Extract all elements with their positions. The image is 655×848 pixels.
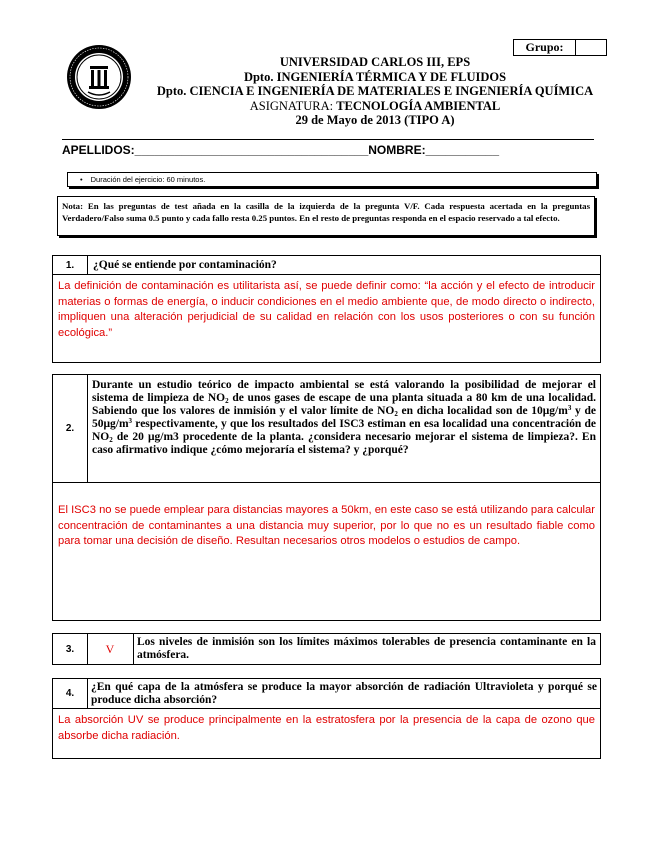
group-field[interactable] (576, 40, 606, 55)
instructions-note (57, 196, 595, 236)
department-2: Dpto. CIENCIA E INGENIERÍA DE MATERIALES E INGENIERÍA QUÍMICA (156, 84, 594, 98)
answer-text: El ISC3 no se puede emplear para distancias mayores a 50km, en este caso se está utilizando para calcular concentración de contaminantes a una distancia muy superior, por lo que no es un resultado fiable como para tomar una decisión de diseño. Resultan necesarios otros modelos o estudios de campo. (58, 504, 595, 547)
question-text: ¿Qué se entiende por contaminación? (93, 259, 277, 271)
student-name-row (62, 143, 602, 157)
question-1 (52, 255, 601, 275)
exam-date: 29 de Mayo de 2013 (TIPO A) (295, 113, 455, 127)
true-false-value: V (105, 641, 115, 656)
question-text: Los niveles de inmisión son los límites máximos tolerables de presencia contaminante en la atmósfera. (137, 636, 596, 661)
name-field[interactable]: ___________ (425, 143, 500, 157)
name-label: NOMBRE: (368, 143, 426, 157)
subject-label: ASIGNATURA: (249, 98, 334, 113)
answer-4[interactable] (52, 708, 601, 759)
header-divider (62, 139, 594, 140)
question-text: Durante un estudio teórico de impacto ambiental se está valorando la posibilidad de mejorar el sistema de limpieza de $NO_2$ de unos gases de escape de una planta situada a 80 km de una localidad. Sabiendo que los valores de inmisión y el valor límite de $NO_2$ en dicha localidad son de $10\mu g/m^3$ y de $50\mu g/m^3$ respectivamente, y que los resultados del ISC3 estiman en esa localidad una concentración de $NO_2$ de 20 μg/m3 procedente de la planta. ¿considera necesario mejorar el sistema de limpieza?. En caso afirmativo indique ¿cómo mejoraría el sistema? y ¿porqué? (92, 379, 597, 456)
exam-header (140, 55, 610, 128)
university-seal-logo (66, 44, 132, 110)
subject-name: TECNOLOGÍA AMBIENTAL (336, 98, 501, 113)
question-number: 2. (53, 375, 88, 482)
question-2 (52, 374, 601, 483)
note-label: Nota: (62, 201, 84, 211)
question-number: 3. (53, 634, 88, 664)
true-false-box[interactable] (87, 634, 134, 664)
department-1: Dpto. INGENIERÍA TÉRMICA Y DE FLUIDOS (243, 69, 507, 84)
duration-text: Duración del ejercicio: 60 minutos. (90, 175, 206, 184)
note-text: En las preguntas de test añada en la casilla de la izquierda de la pregunta V/F. Cada respuesta acertada en la preguntas Verdadero/Falso suma 0.5 punto y cada fallo resta 0.25 puntos. En el resto de preguntas responda en el espacio reservado a tal efecto. (62, 201, 591, 223)
answer-1[interactable] (52, 274, 601, 363)
answer-2[interactable] (52, 482, 601, 621)
university-name: UNIVERSIDAD CARLOS III, EPS (279, 55, 471, 69)
group-label: Grupo: (514, 40, 576, 55)
question-number: 4. (53, 679, 88, 708)
answer-text: La absorción UV se produce principalmente en la estratosfera por la presencia de la capa de ozono que absorbe dicha radiación. (58, 714, 595, 742)
question-4 (52, 678, 601, 709)
subject-line (140, 99, 610, 114)
group-box (513, 39, 607, 56)
question-3 (52, 633, 601, 665)
surname-field[interactable]: ___________________________________ (134, 143, 369, 157)
answer-text: La definición de contaminación es utilitarista así, se puede definir como: “la acción y el efecto de introducir materias o formas de energía, o inducir condiciones en el medio ambiente que, de modo directo o indirecto, impliquen una alteración perjudicial de su calidad en relación con los usos posteriores o con su función ecológica.” (58, 280, 595, 339)
surname-label: APELLIDOS: (62, 143, 135, 157)
question-number: 1. (53, 256, 88, 274)
question-text: ¿En qué capa de la atmósfera se produce la mayor absorción de radiación Ultravioleta y porqué se produce dicha absorción? (91, 681, 597, 706)
duration-box (67, 172, 597, 187)
bullet-icon: • (80, 175, 83, 184)
